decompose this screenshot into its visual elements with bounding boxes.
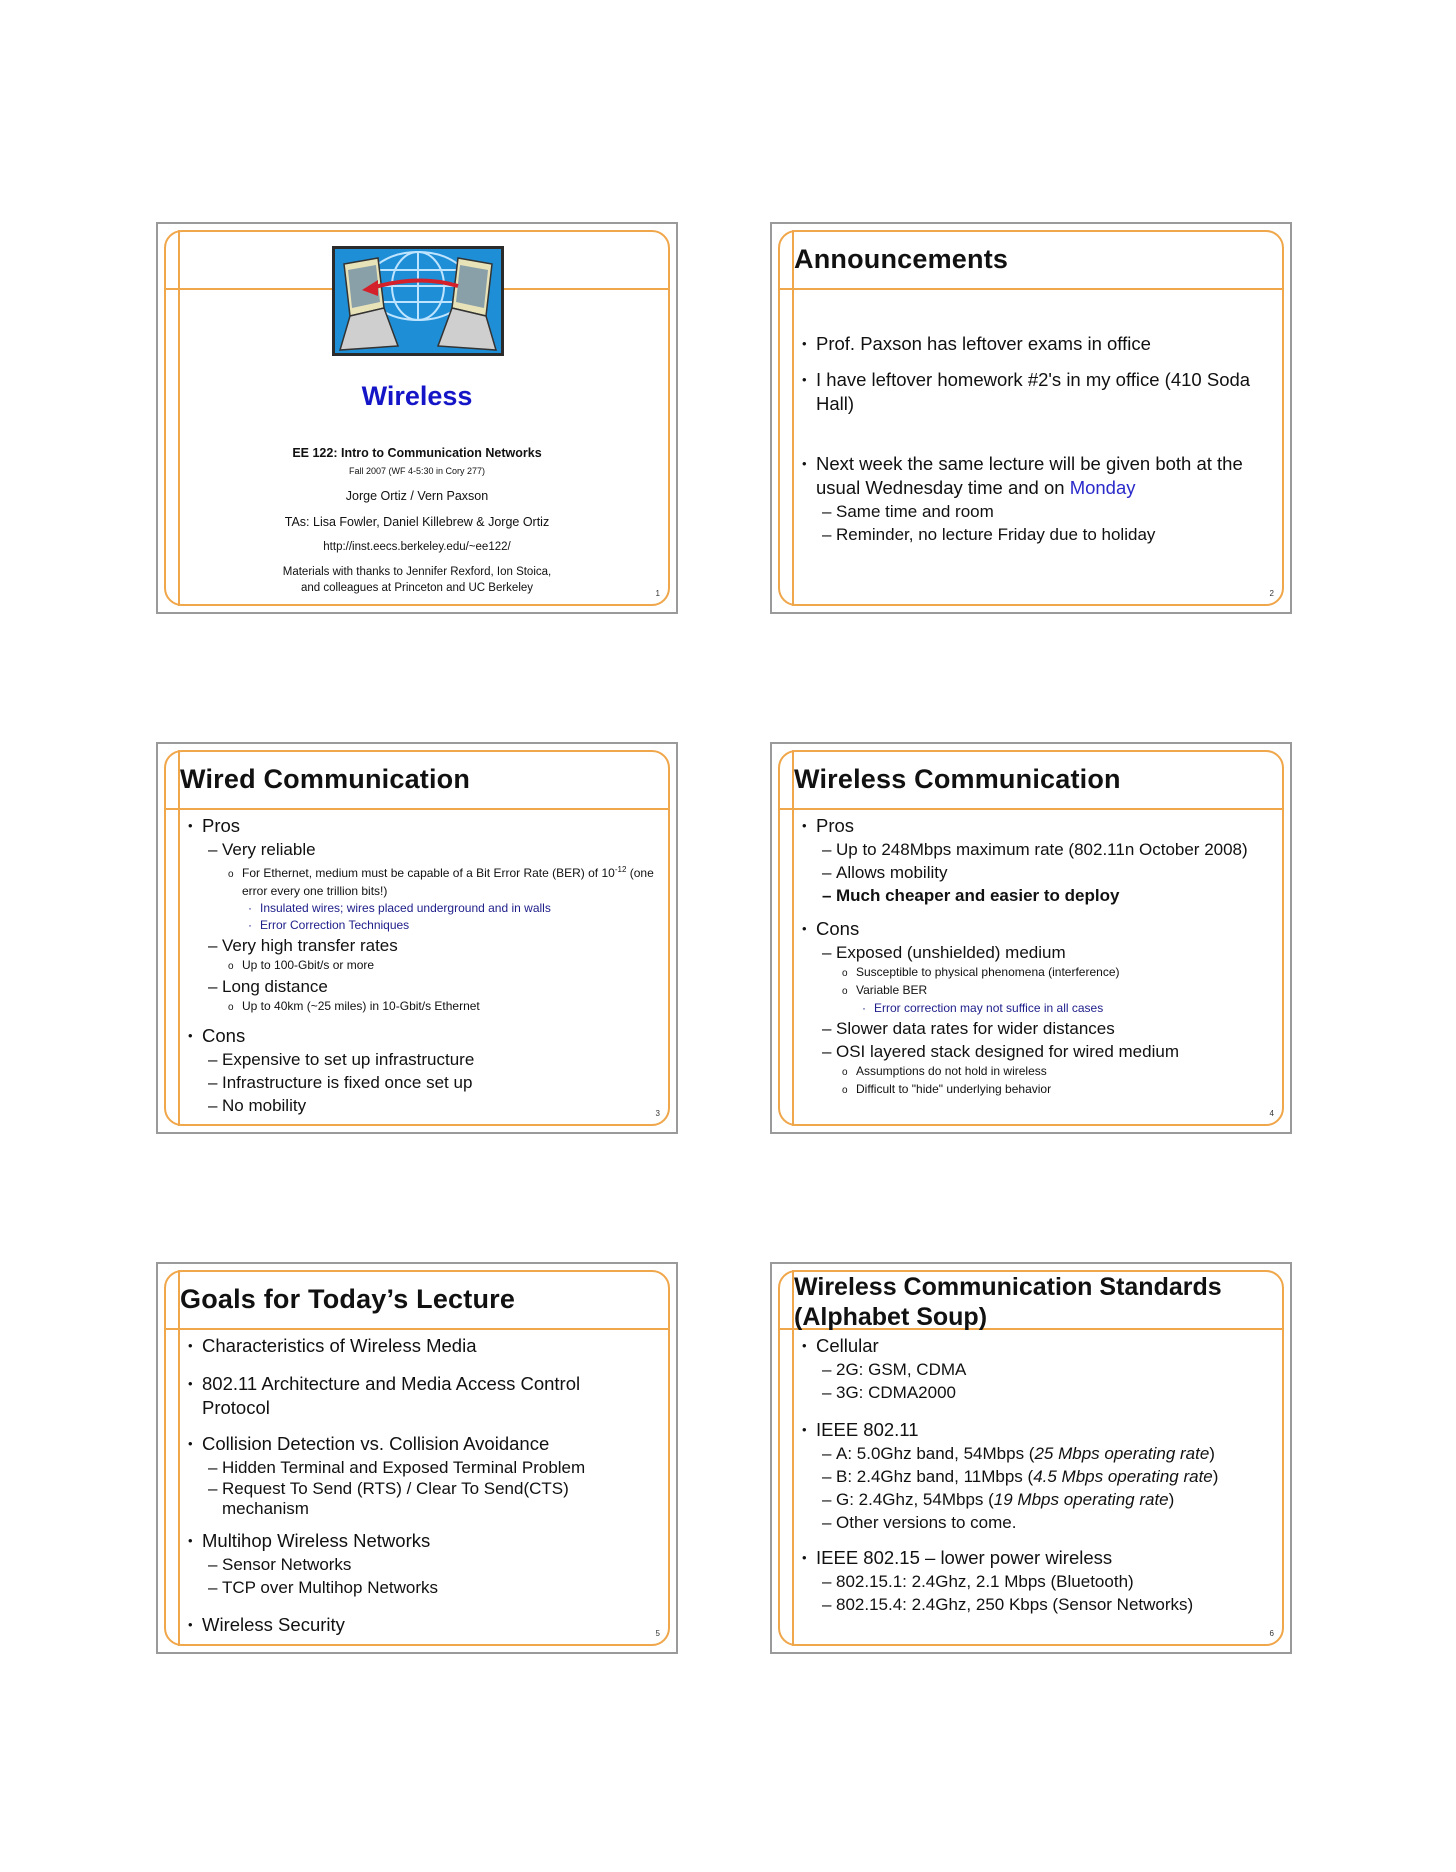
bullet: • Cons [188, 1024, 660, 1048]
sub-bullet: – 802.15.4: 2.4Ghz, 250 Kbps (Sensor Networks) [822, 1593, 1274, 1616]
slide-title: Wired Communication [180, 764, 471, 794]
detail: o Difficult to "hide" underlying behavior [842, 1081, 1274, 1099]
slide-title: Wireless Communication [794, 764, 1121, 794]
sub-bullet: – Slower data rates for wider distances [822, 1017, 1274, 1040]
bullet: • Characteristics of Wireless Media [188, 1334, 660, 1358]
page-number: 2 [1269, 589, 1274, 598]
detail: o Up to 40km (~25 miles) in 10-Gbit/s Ethernet [228, 998, 660, 1016]
detail: o Assumptions do not hold in wireless [842, 1063, 1274, 1081]
credits-line-1: Materials with thanks to Jennifer Rexford, Ion Stoica, [282, 566, 552, 578]
page-number: 1 [655, 589, 660, 598]
slide-6 [770, 1262, 1292, 1654]
sub-bullet: – Very high transfer rates [208, 934, 660, 957]
detail: o For Ethernet, medium must be capable of a Bit Error Rate (BER) of $10^{-12}$ (one error every one trillion bits!) [228, 861, 660, 900]
page-number: 6 [1269, 1629, 1274, 1638]
course-term: Fall 2007 (WF 4-5:30 in Cory 277) [348, 466, 486, 476]
slide-title: Announcements [794, 244, 1009, 274]
title-rule [778, 808, 1284, 810]
bullet-text: Next week the same lecture will be given both at the usual Wednesday time and on [816, 453, 1243, 498]
sub-bullet: – 802.15.1: 2.4Ghz, 2.1 Mbps (Bluetooth) [822, 1570, 1274, 1593]
sub-bullet: – B: 2.4Ghz band, 11Mbps (4.5 Mbps operating rate) [822, 1465, 1274, 1488]
bullet: • 802.11 Architecture and Media Access Control Protocol [188, 1372, 660, 1420]
sub-bullet: – Up to 248Mbps maximum rate (802.11n October 2008) [822, 838, 1274, 861]
sub-bullet: – TCP over Multihop Networks [208, 1576, 660, 1599]
sub-bullet: – G: 2.4Ghz, 54Mbps (19 Mbps operating rate) [822, 1488, 1274, 1511]
bullet: • Wireless Security [188, 1613, 660, 1637]
detail: o Variable BER [842, 982, 1274, 1000]
bullet: • Pros [802, 814, 1274, 838]
title-rule [164, 808, 670, 810]
sub-bullet: – Other versions to come. [822, 1511, 1274, 1534]
bullet: • IEEE 802.15 – lower power wireless [802, 1546, 1274, 1570]
sub-bullet: – Exposed (unshielded) medium [822, 941, 1274, 964]
bullet: • Cellular [802, 1334, 1274, 1358]
title-rule [164, 1328, 670, 1330]
sub-bullet: – 2G: GSM, CDMA [822, 1358, 1274, 1381]
slide-2 [770, 222, 1292, 614]
instructors: Jorge Ortiz / Vern Paxson [345, 489, 489, 503]
sub-bullet: – Hidden Terminal and Exposed Terminal Problem [208, 1456, 660, 1479]
slide-5 [156, 1262, 678, 1654]
bullet: • IEEE 802.11 [802, 1418, 1274, 1442]
bullet: • Multihop Wireless Networks [188, 1529, 660, 1553]
detail: o Up to 100-Gbit/s or more [228, 957, 660, 975]
sub-bullet: – A: 5.0Ghz band, 54Mbps (25 Mbps operating rate) [822, 1442, 1274, 1465]
sub-bullet: – Allows mobility [822, 861, 1274, 884]
sub-bullet: – Infrastructure is fixed once set up [208, 1071, 660, 1094]
bullet [802, 452, 1274, 500]
sub-bullet: – No mobility [208, 1094, 660, 1117]
sub-bullet: – Very reliable [208, 838, 660, 861]
teaching-assistants: TAs: Lisa Fowler, Daniel Killebrew & Jorge Ortiz [284, 515, 550, 529]
side-rule [792, 230, 794, 606]
course-url[interactable]: http://inst.eecs.berkeley.edu/~ee122/ [323, 541, 511, 553]
sub-bullet: – Much cheaper and easier to deploy [822, 884, 1274, 907]
sub-bullet: – Same time and room [822, 500, 1274, 523]
sub-detail: · Error correction may not suffice in all cases [862, 1000, 1274, 1017]
sub-bullet: – Long distance [208, 975, 660, 998]
course-name: EE 122: Intro to Communication Networks [292, 446, 542, 460]
networked-laptops-globe-illustration [332, 246, 504, 356]
detail: o Susceptible to physical phenomena (interference) [842, 964, 1274, 982]
bullet: • Prof. Paxson has leftover exams in office [802, 332, 1274, 356]
sub-bullet: – Request To Send (RTS) / Clear To Send(CTS) mechanism [208, 1479, 660, 1519]
sub-detail: · Insulated wires; wires placed underground and in walls [248, 900, 660, 917]
bullet: • I have leftover homework #2's in my office (410 Soda Hall) [802, 368, 1274, 416]
side-rule [178, 1270, 180, 1646]
sub-bullet: – Reminder, no lecture Friday due to holiday [822, 523, 1274, 546]
title-line-2: (Alphabet Soup) [794, 1303, 988, 1331]
title-rule [778, 288, 1284, 290]
page-number: 3 [655, 1109, 660, 1118]
title-line-1: Wireless Communication Standards [794, 1273, 1222, 1301]
sub-bullet: – Sensor Networks [208, 1553, 660, 1576]
page-number: 4 [1269, 1109, 1274, 1118]
slide-1 [156, 222, 678, 614]
side-rule [792, 750, 794, 1126]
credits-line-2: and colleagues at Princeton and UC Berkeley [300, 582, 534, 594]
slide-title [794, 1272, 1222, 1332]
slide-1-title: Wireless [361, 381, 473, 411]
bullet: • Pros [188, 814, 660, 838]
sub-bullet: – OSI layered stack designed for wired medium [822, 1040, 1274, 1063]
sub-bullet: – Expensive to set up infrastructure [208, 1048, 660, 1071]
sub-bullet: – 3G: CDMA2000 [822, 1381, 1274, 1404]
slide-3 [156, 742, 678, 1134]
bullet: • Cons [802, 917, 1274, 941]
sub-detail: · Error Correction Techniques [248, 917, 660, 934]
slide-title: Goals for Today’s Lecture [180, 1284, 516, 1314]
highlight-monday: Monday [1069, 477, 1136, 498]
slide-4 [770, 742, 1292, 1134]
bullet: • Collision Detection vs. Collision Avoidance [188, 1432, 660, 1456]
side-rule [178, 750, 180, 1126]
page-number: 5 [655, 1629, 660, 1638]
